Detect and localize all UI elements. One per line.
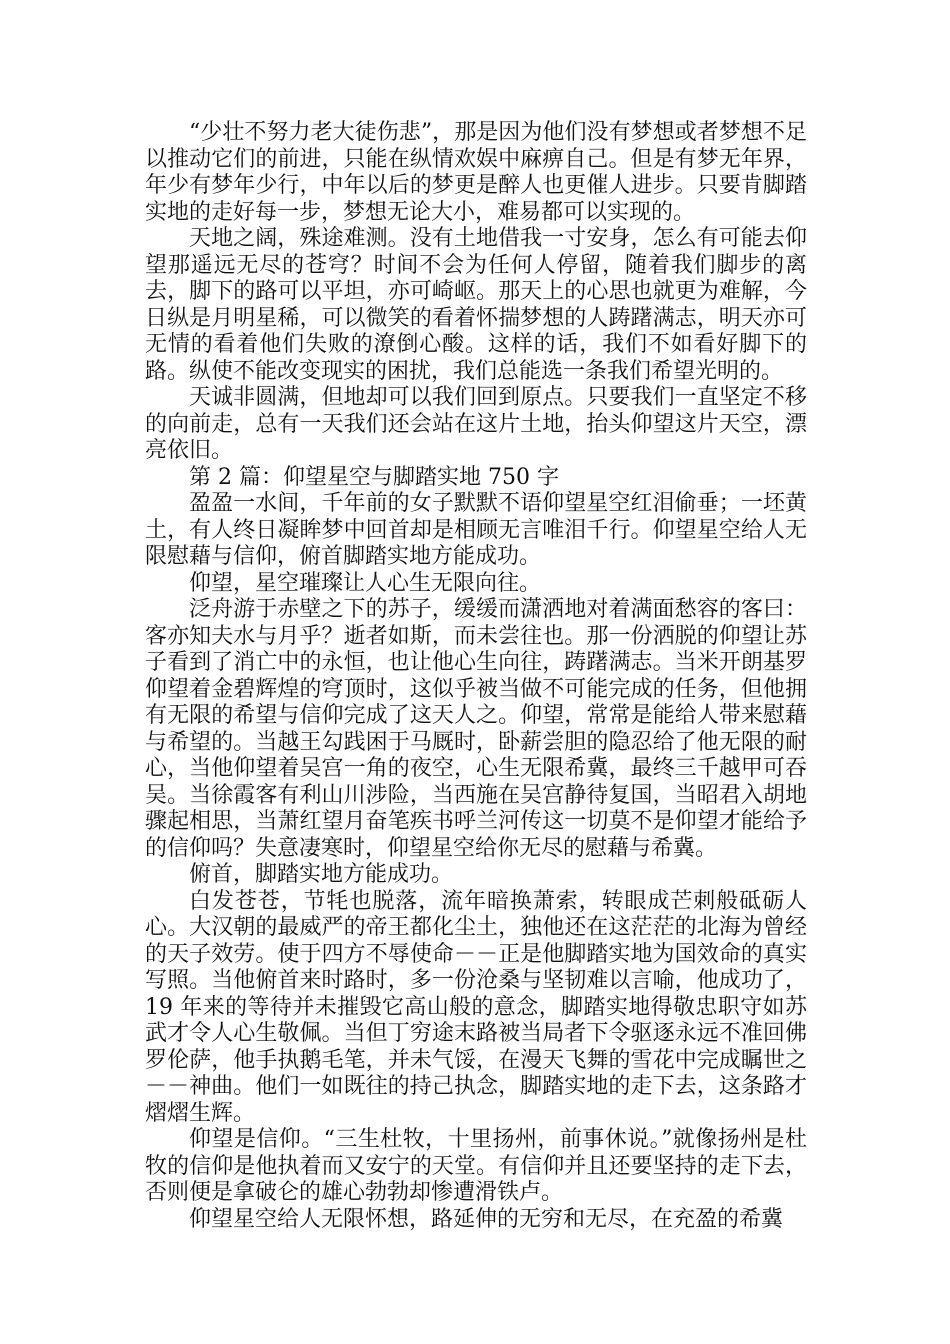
document-body bbox=[145, 120, 807, 1233]
paragraph-1: “少壮不努力老大徒伤悲”，那是因为他们没有梦想或者梦想不足以推动它们的前进，只能在纵情欢娱中麻痹自己。但是有梦无年界，年少有梦年少行，中年以后的梦更是醉人也更催人进步。只要肯脚踏实地的走好每一步，梦想无论大小，难易都可以实现的。 bbox=[145, 120, 807, 225]
paragraph-9: 仰望是信仰。“三生杜牧，十里扬州，前事休说。”就像扬州是杜牧的信仰是他执着而又安宁的天堂。有信仰并且还要坚持的走下去，否则便是拿破仑的雄心勃勃却惨遭滑铁卢。 bbox=[145, 1127, 807, 1205]
paragraph-4: 盈盈一水间，千年前的女子默默不语仰望星空红泪偷垂；一坯黄土，有人终日凝眸梦中回首却是相顾无言唯泪千行。仰望星空给人无限慰藉与信仰，俯首脚踏实地方能成功。 bbox=[145, 491, 807, 569]
paragraph-10: 仰望星空给人无限怀想，路延伸的无穷和无尽，在充盈的希冀 bbox=[189, 1206, 784, 1232]
paragraph-3: 天诚非圆满，但地却可以我们回到原点。只要我们一直坚定不移的向前走，总有一天我们还会站在这片土地，抬头仰望这片天空，漂亮依旧。 bbox=[145, 385, 807, 463]
paragraph-5: 仰望，星空璀璨让人心生无限向往。 bbox=[189, 570, 542, 596]
paragraph-6: 泛舟游于赤壁之下的苏子，缓缓而潇洒地对着满面愁容的客曰：客亦知夫水与月乎？逝者如斯，而未尝往也。那一份洒脱的仰望让苏子看到了消亡中的永恒，也让他心生向往，踌躇满志。当米开朗基罗仰望着金碧辉煌的穹顶时，这似乎被当做不可能完成的任务，但他拥有无限的希望与信仰完成了这天人之。仰望，常常是能给人带来慰藉与希望的。当越王勾践困于马厩时，卧薪尝胆的隐忍给了他无限的耐心，当他仰望着吴宫一角的夜空，心生无限希冀，最终三千越甲可吞吴。当徐霞客有利山川涉险，当西施在吴宫静待复国，当昭君入胡地骤起相思，当萧红望月奋笔疾书呼兰河传这一切莫不是仰望才能给予的信仰吗？失意凄寒时，仰望星空给你无尽的慰藉与希冀。 bbox=[145, 597, 807, 861]
paragraph-8: 白发苍苍，节牦也脱落，流年暗换萧索，转眼成芒刺般砥砺人心。大汉朝的最威严的帝王都化尘土，独他还在这茫茫的北海为曾经的天子效劳。使于四方不辱使命－－正是他脚踏实地为国效命的真实写照。当他俯首来时路时，多一份沧桑与坚韧难以言喻，他成功了，19 年来的等待并未摧毁它高山般的意念，脚踏实地得敬忠职守如苏武才令人心生敬佩。当但丁穷途末路被当局者下令驱逐永远不准回佛罗伦萨，他手执鹅毛笔，并未气馁，在漫天飞舞的雪花中完成瞩世之－－神曲。他们一如既往的持己执念，脚踏实地的走下去，这条路才熠熠生辉。 bbox=[145, 888, 807, 1126]
section-heading: 第 2 篇：仰望星空与脚踏实地 750 字 bbox=[189, 464, 559, 490]
paragraph-2: 天地之阔，殊途难测。没有土地借我一寸安身，怎么有可能去仰望那遥远无尽的苍穹？时间不会为任何人停留，随着我们脚步的离去，脚下的路可以平坦，亦可崎岖。那天上的心思也就更为难解，今日纵是月明星稀，可以微笑的看着怀揣梦想的人踌躇满志，明天亦可无情的看着他们失败的潦倒心酸。这样的话，我们不如看好脚下的路。纵使不能改变现实的困扰，我们总能选一条我们希望光明的。 bbox=[145, 226, 807, 384]
paragraph-7: 俯首，脚踏实地方能成功。 bbox=[189, 862, 454, 887]
